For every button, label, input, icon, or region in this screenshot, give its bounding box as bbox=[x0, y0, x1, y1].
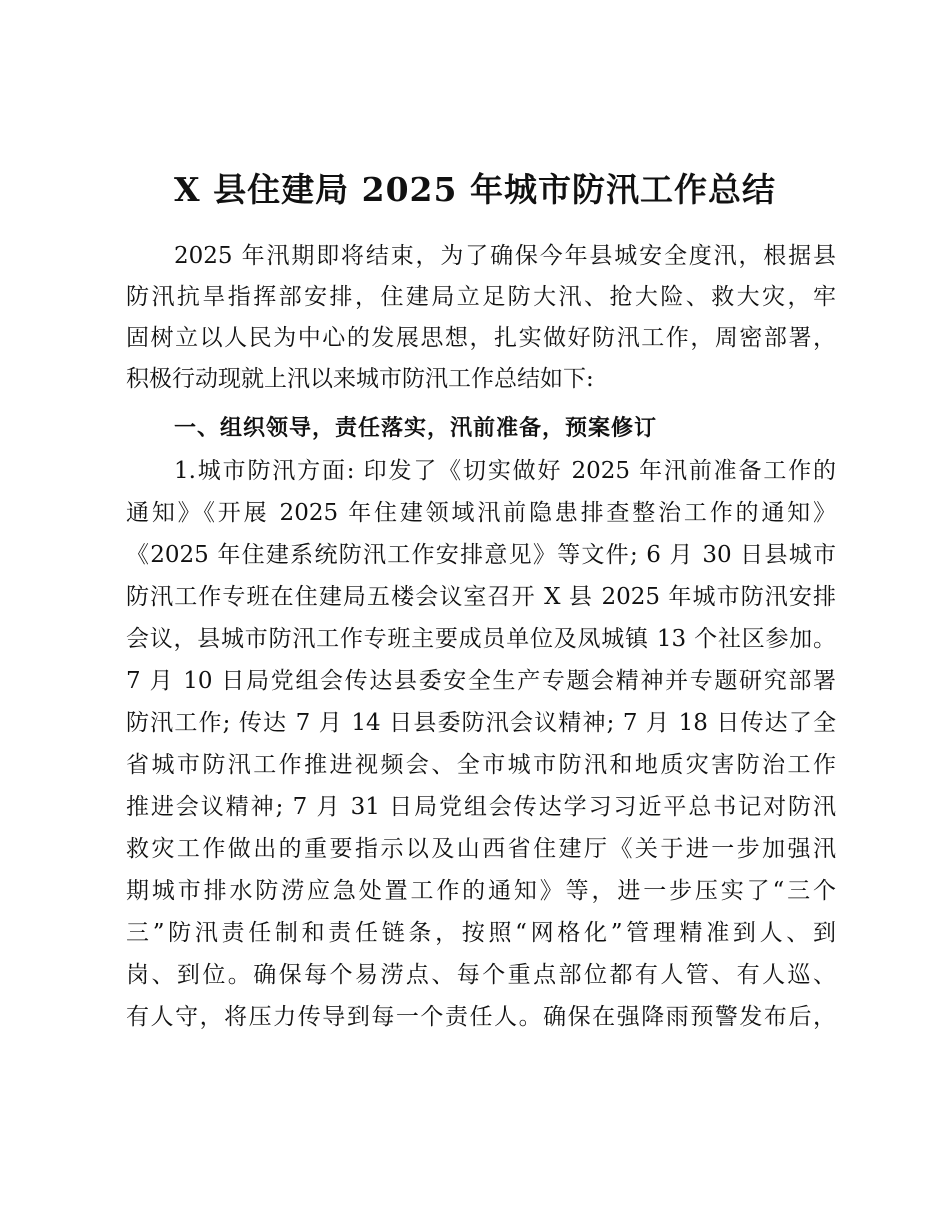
item-line-11: 期城市排水防涝应急处置工作的通知》等，进一步压实了“三个 bbox=[126, 878, 836, 904]
item-line-3: 《2025 年住建系统防汛工作安排意见》等文件; 6 月 30 日县城市 bbox=[126, 542, 836, 568]
document-title: X 县住建局 2025 年城市防汛工作总结 bbox=[174, 170, 776, 209]
intro-line-4: 积极行动现就上汛以来城市防汛工作总结如下: bbox=[126, 366, 594, 392]
item-line-6: 7 月 10 日局党组会传达县委安全生产专题会精神并专题研究部署 bbox=[126, 668, 836, 694]
item-line-9: 推进会议精神; 7 月 31 日局党组会传达学习习近平总书记对防汛 bbox=[126, 794, 836, 820]
item-line-8: 省城市防汛工作推进视频会、全市城市防汛和地质灾害防治工作 bbox=[126, 752, 836, 778]
item-line-2: 通知》《开展 2025 年住建领域汛前隐患排查整治工作的通知》 bbox=[126, 500, 836, 526]
item-line-1: 1.城市防汛方面: 印发了《切实做好 2025 年汛前准备工作的 bbox=[174, 458, 836, 484]
item-line-14: 有人守，将压力传导到每一个责任人。确保在强降雨预警发布后， bbox=[126, 1004, 836, 1030]
item-line-12: 三”防汛责任制和责任链条，按照“网格化”管理精准到人、到 bbox=[126, 920, 836, 946]
item-line-10: 救灾工作做出的重要指示以及山西省住建厅《关于进一步加强汛 bbox=[126, 836, 836, 862]
item-line-5: 会议，县城市防汛工作专班主要成员单位及凤城镇 13 个社区参加。 bbox=[126, 626, 836, 652]
item-line-13: 岗、到位。确保每个易涝点、每个重点部位都有人管、有人巡、 bbox=[126, 962, 836, 988]
intro-line-2: 防汛抗旱指挥部安排，住建局立足防大汛、抢大险、救大灾，牢 bbox=[126, 284, 836, 310]
intro-line-1: 2025 年汛期即将结束，为了确保今年县城安全度汛，根据县 bbox=[174, 243, 836, 269]
section-heading-1: 一、组织领导，责任落实，汛前准备，预案修订 bbox=[174, 416, 658, 441]
item-line-7: 防汛工作; 传达 7 月 14 日县委防汛会议精神; 7 月 18 日传达了全 bbox=[126, 710, 836, 736]
item-line-4: 防汛工作专班在住建局五楼会议室召开 X 县 2025 年城市防汛安排 bbox=[126, 584, 836, 610]
intro-line-3: 固树立以人民为中心的发展思想，扎实做好防汛工作，周密部署， bbox=[126, 325, 836, 351]
